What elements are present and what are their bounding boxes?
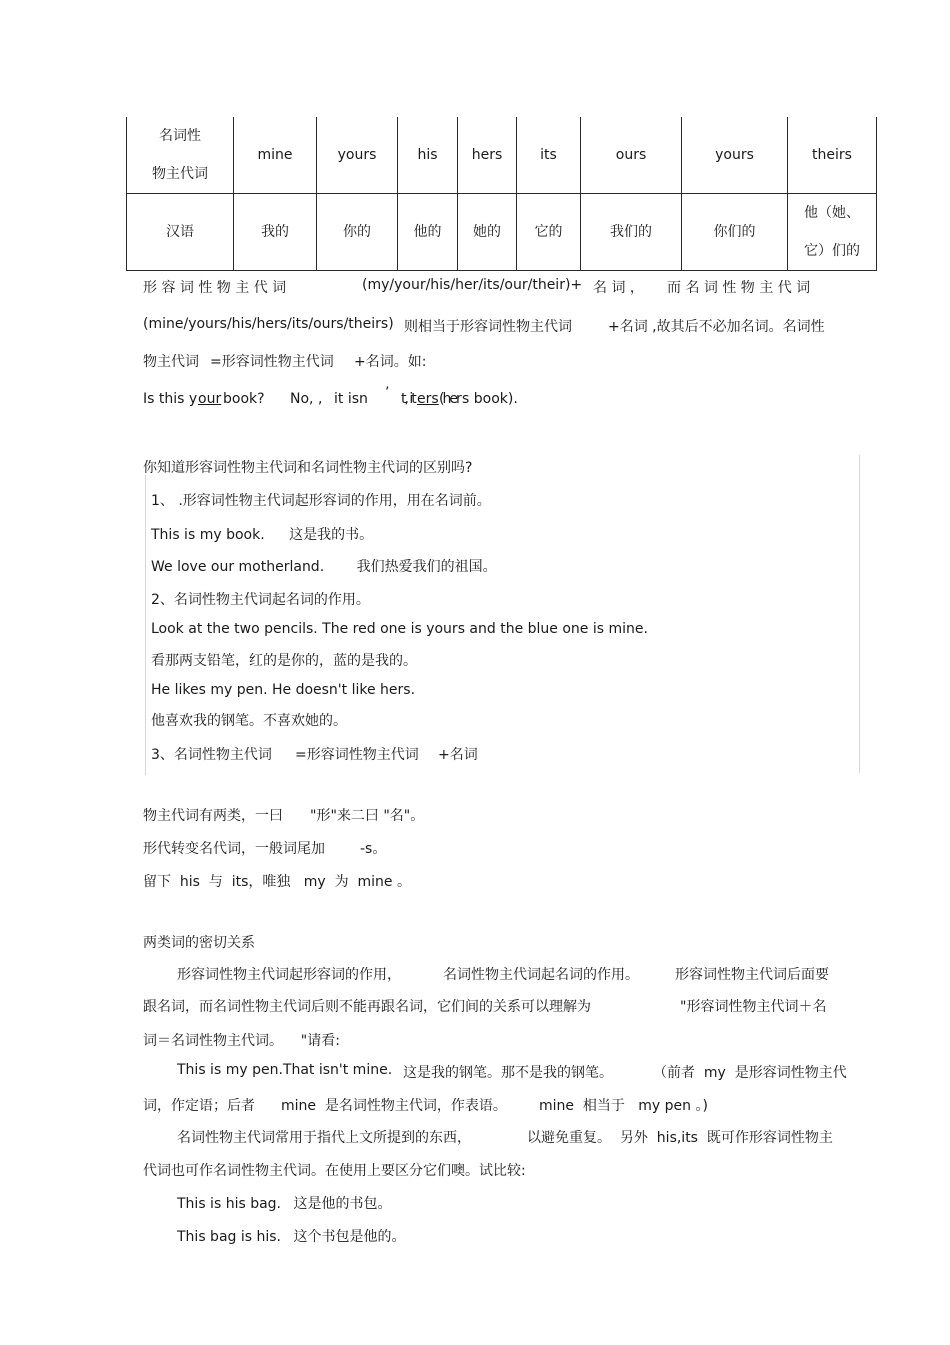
text: t, it: [401, 391, 415, 407]
compare-example-1: [177, 1193, 391, 1213]
text: +名词 ,故其后不必加名词。名词性: [608, 319, 825, 335]
text: 3、名词性物主代词: [151, 747, 272, 763]
text: This is my book.: [151, 527, 265, 543]
text: ’: [385, 385, 390, 401]
text: 而 名 词 性 物 主 代 词: [667, 280, 811, 296]
text: 词，作定语；后者: [143, 1098, 255, 1114]
table-row: [127, 117, 877, 194]
table-cell: ours: [581, 117, 682, 194]
text: "形容词性物主代词＋名: [680, 999, 827, 1015]
text: =形容词性物主代词: [295, 747, 419, 763]
table-cell: hers: [458, 117, 517, 194]
text: No, ,: [290, 391, 323, 407]
cell-line-2: 它）们的: [804, 243, 860, 259]
point-2-example-2-en: He likes my pen. He doesn't like hers.: [151, 682, 416, 698]
relation-para-2-line-2: 代词也可作名词性物主代词。在使用上要区分它们噢。试比较:: [143, 1163, 526, 1179]
point-2-example-1-cn: 看那两支铅笔，红的是你的，蓝的是我的。: [151, 653, 417, 669]
text: "形"来二曰 "名"。: [310, 808, 425, 824]
table-header-cell: [127, 117, 234, 194]
text: Is this y: [143, 391, 198, 407]
header-line-2: 物主代词: [152, 166, 208, 182]
text: This bag is his.: [177, 1229, 282, 1245]
table-cell: [788, 194, 877, 271]
text: s book).: [462, 391, 518, 407]
point-2-heading: 2、名词性物主代词起名词的作用。: [151, 592, 370, 608]
text: 以避免重复。 另外 his,its 既可作形容词性物主: [527, 1130, 833, 1146]
text: mine 相当于 my pen 。): [539, 1098, 708, 1114]
table-cell: mine: [234, 117, 317, 194]
table-cell: 你们的: [682, 194, 788, 271]
relation-para-1-line-3: 词＝名词性物主代词。 "请看:: [143, 1033, 340, 1049]
table-cell: his: [398, 117, 458, 194]
text: 这是他的书包。: [293, 1196, 392, 1212]
table-cell: 我的: [234, 194, 317, 271]
text: our: [198, 391, 222, 407]
text: 名词性物主代词起名词的作用。: [443, 967, 639, 983]
box-question: 你知道形容词性物主代词和名词性物主代词的区别吗?: [143, 460, 473, 476]
table-cell: 我们的: [581, 194, 682, 271]
text: 跟名词，而名词性物主代词后则不能再跟名词，它们间的关系可以理解为: [143, 999, 591, 1015]
text: We love our motherland.: [151, 559, 325, 575]
text: 形 容 词 性 物 主 代 词: [143, 280, 287, 296]
text: it isn: [334, 391, 368, 407]
text: This is his bag.: [177, 1196, 282, 1212]
text: 名词性物主代词常用于指代上文所提到的东西，: [177, 1130, 471, 1146]
text: +名词。如:: [354, 354, 427, 370]
point-1-example-1: [151, 524, 373, 544]
text: 形代转变名代词，一般词尾加: [143, 841, 325, 857]
text: =形容词性物主代词: [210, 354, 334, 370]
text: 物主代词: [143, 354, 199, 370]
point-1-heading: 1、 .形容词性物主代词起形容词的作用，用在名词前。: [151, 493, 491, 509]
point-2-example-1-en: Look at the two pencils. The red one is yours and the blue one is mine.: [151, 621, 648, 637]
text: 这是我的钢笔。那不是我的钢笔。: [403, 1065, 613, 1081]
section-title: 两类词的密切关系: [143, 935, 255, 951]
compare-example-2: [177, 1226, 405, 1246]
table-cell: 你的: [317, 194, 398, 271]
possessive-pronoun-table: [126, 117, 877, 271]
table-cell: yours: [682, 117, 788, 194]
box-border-left: [145, 475, 146, 775]
text: ers: [417, 391, 439, 407]
text: This is my pen.That isn't mine.: [177, 1062, 393, 1078]
table-cell: theirs: [788, 117, 877, 194]
table-row: [127, 194, 877, 271]
table-cell: 他的: [398, 194, 458, 271]
cell-line-1: 他（她、: [804, 205, 860, 221]
text: (mine/yours/his/hers/its/ours/theirs): [143, 316, 394, 332]
text: 这个书包是他的。: [293, 1229, 406, 1245]
text: (my/your/his/her/its/our/their)+: [362, 277, 583, 293]
table-cell: 它的: [517, 194, 581, 271]
table-cell: 她的: [458, 194, 517, 271]
table-cell: yours: [317, 117, 398, 194]
text: mine 是名词性物主代词，作表语。: [281, 1098, 507, 1114]
table-header-cell: 汉语: [127, 194, 234, 271]
table-cell: its: [517, 117, 581, 194]
text: 形容词性物主代词起形容词的作用，: [177, 967, 401, 983]
text: （前者 my 是形容词性物主代: [653, 1065, 847, 1081]
text: 则相当于形容词性物主代词: [404, 319, 572, 335]
rhyme-line-3: 留下 his 与 its，唯独 my 为 mine 。: [143, 874, 411, 890]
text: (her: [439, 391, 460, 407]
box-border-right: [859, 455, 860, 773]
text: 我们热爱我们的祖国。: [356, 559, 497, 575]
point-2-example-2-cn: 他喜欢我的钢笔。不喜欢她的。: [151, 713, 347, 729]
point-1-example-2: [151, 556, 497, 576]
text: +名词: [438, 747, 478, 763]
text: -s。: [360, 841, 387, 857]
text: book?: [223, 391, 265, 407]
text: 这是我的书。: [289, 527, 374, 543]
header-line-1: 名词性: [159, 128, 201, 144]
text: 形容词性物主代词后面要: [675, 967, 829, 983]
text: 名 词 ，: [593, 280, 644, 296]
text: 物主代词有两类，一曰: [143, 808, 283, 824]
